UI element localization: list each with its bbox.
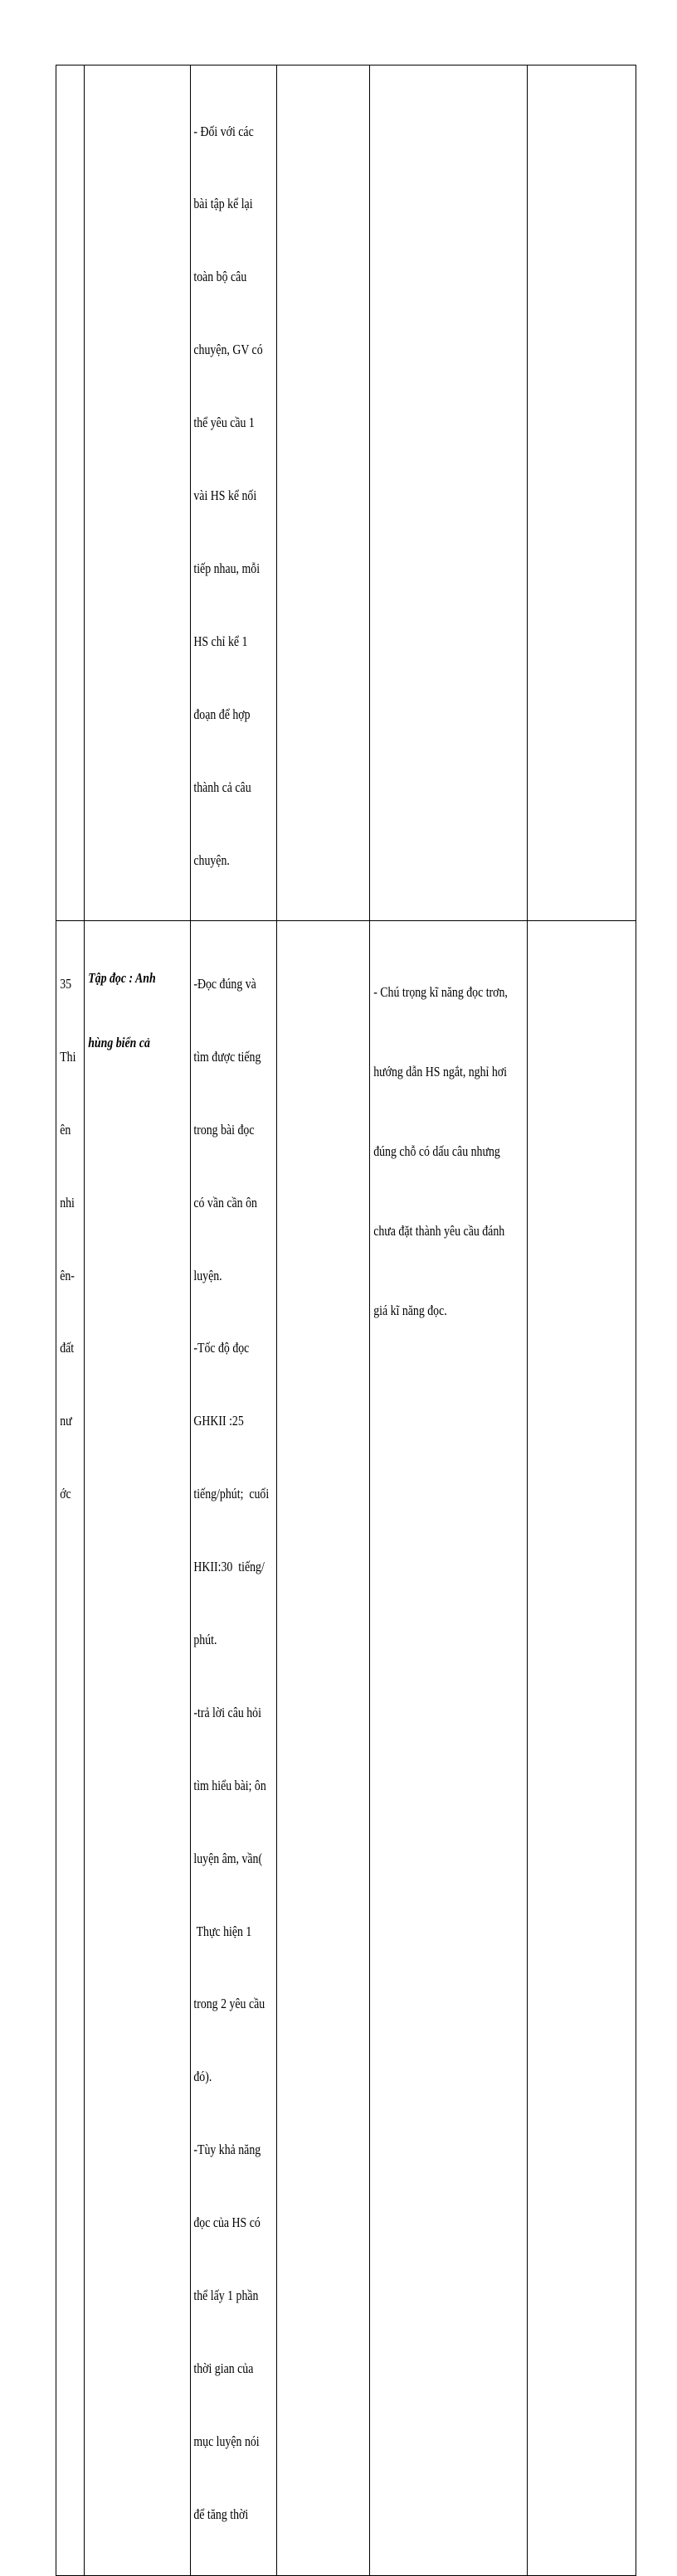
empty-cell: [277, 921, 370, 2575]
curriculum-table: [56, 65, 636, 2576]
text-line: đúng chỗ có dấu câu nhưng: [373, 1143, 500, 1160]
text-line: chuyện, GV có: [193, 342, 263, 358]
text-line: -Đọc đúng và: [193, 975, 256, 992]
table-row: [56, 65, 636, 921]
text-line: thể yêu cầu 1: [193, 415, 255, 431]
lesson-cell: [85, 65, 191, 921]
text-line: -trả lời câu hỏi: [193, 1704, 261, 1720]
text-line: hướng dẫn HS ngắt, nghỉ hơi: [373, 1064, 507, 1080]
text-line: ớc: [60, 1486, 71, 1502]
text-line: để tăng thời: [193, 2506, 249, 2522]
empty-cell: [528, 921, 636, 2575]
text-line: hùng biển cả: [88, 1035, 150, 1051]
text-line: ên-: [60, 1267, 75, 1283]
text-line: GHKII :25: [193, 1413, 244, 1429]
text-line: HKII:30 tiếng/: [193, 1559, 265, 1575]
lesson-title: [85, 921, 173, 1097]
text-line: đọc của HS có: [193, 2215, 261, 2231]
text-line: vài HS kể nối: [193, 488, 257, 504]
text-line: mục luyện nói: [193, 2433, 260, 2449]
text-line: đó).: [193, 2069, 212, 2085]
empty-cell: [277, 65, 370, 921]
text-line: có vần cần ôn: [193, 1194, 257, 1210]
table-row: [56, 921, 636, 2575]
text-line: tìm được tiếng: [193, 1048, 261, 1065]
text-line: luyện âm, vần(: [193, 1850, 263, 1866]
text-line: Thi: [60, 1048, 76, 1065]
text-line: luyện.: [193, 1267, 222, 1283]
text-line: -Tùy khả năng: [193, 2142, 261, 2158]
text-line: HS chỉ kể 1: [193, 633, 248, 649]
note-cell: [370, 921, 528, 2575]
text-line: - Đối với các: [193, 123, 254, 139]
text-line: - Chú trọng kĩ năng đọc trơn,: [373, 984, 508, 1001]
text-line: 35: [60, 975, 72, 992]
text-line: tiếng/phút; cuối: [193, 1486, 270, 1502]
week-cell: [56, 921, 85, 2575]
text-line: đoạn để hợp: [193, 706, 251, 722]
text-line: đất: [60, 1340, 75, 1356]
text-line: trong 2 yêu cầu: [193, 1996, 265, 2012]
text-line: thể lấy 1 phần: [193, 2287, 259, 2304]
text-line: Tập đọc : Anh: [88, 970, 156, 987]
lesson-cell: [85, 921, 191, 2575]
text-line: phút.: [193, 1632, 217, 1647]
text-line: trong bài đọc: [193, 1121, 255, 1138]
text-line: giá kĩ năng đọc.: [373, 1303, 447, 1319]
text-line: thành cả câu: [193, 779, 251, 795]
text-line: chưa đặt thành yêu cầu đánh: [373, 1223, 505, 1239]
requirement-cell: [191, 65, 277, 921]
requirement-text: [191, 65, 270, 920]
text-line: -Tốc độ đọc: [193, 1340, 250, 1356]
text-line: toàn bộ câu: [193, 269, 247, 285]
week-text: [56, 921, 80, 1555]
text-line: nư: [60, 1413, 72, 1429]
text-line: tìm hiểu bài; ôn: [193, 1777, 266, 1793]
text-line: ên: [60, 1121, 71, 1138]
text-line: nhi: [60, 1194, 75, 1210]
text-line: tiếp nhau, mỗi: [193, 560, 261, 576]
note-text: [370, 921, 508, 1377]
week-cell: [56, 65, 85, 921]
note-cell: [370, 65, 528, 921]
text-line: bài tập kể lại: [193, 196, 253, 212]
requirement-text: [191, 921, 270, 2574]
requirement-cell: [191, 921, 277, 2575]
empty-cell: [528, 65, 636, 921]
text-line: Thực hiện 1: [193, 1923, 252, 1939]
text-line: chuyện.: [193, 851, 230, 868]
text-line: thời gian của: [193, 2360, 254, 2376]
